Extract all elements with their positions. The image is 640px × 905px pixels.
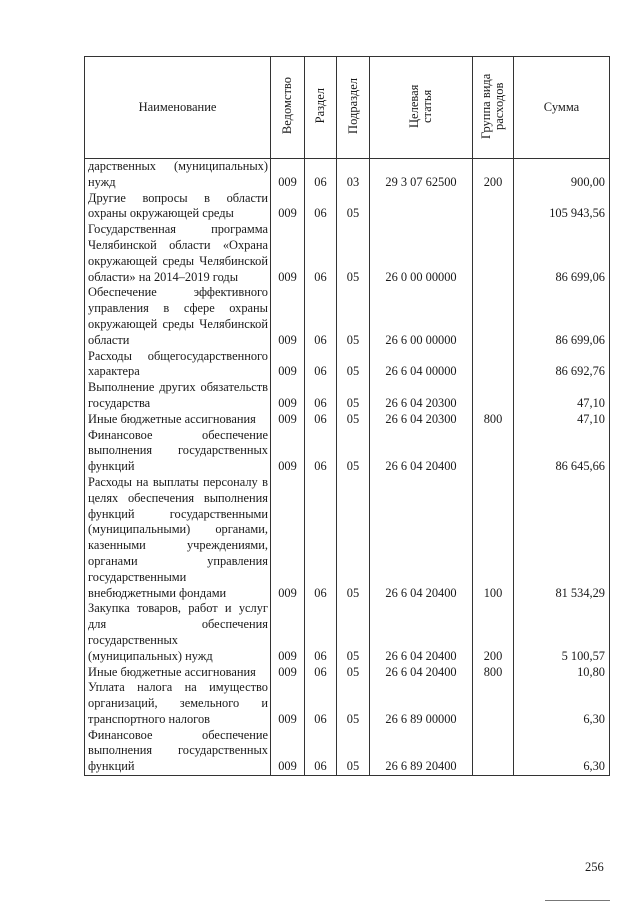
cell-summa: 86 692,76 (514, 349, 610, 381)
header-razdel: Раздел (305, 57, 337, 159)
table-row (85, 285, 610, 348)
cell-celevaya-statya: 26 6 04 20300 (370, 412, 473, 428)
cell-summa: 47,10 (514, 380, 610, 412)
page-number: 256 (585, 860, 604, 874)
cell-razdel: 06 (305, 428, 337, 475)
cell-podrazdel: 05 (337, 601, 370, 664)
cell-summa: 47,10 (514, 412, 610, 428)
cell-razdel: 06 (305, 601, 337, 664)
cell-razdel: 06 (305, 475, 337, 601)
cell-vedomstvo: 009 (271, 412, 305, 428)
cell-summa: 900,00 (514, 159, 610, 191)
cell-name: Государственная программа Челябинской области «Охрана окружающей среды Челябинской области» на 2014–2019 годы (85, 222, 271, 285)
cell-podrazdel: 05 (337, 728, 370, 776)
cell-celevaya-statya: 26 6 89 20400 (370, 728, 473, 776)
cell-celevaya-statya: 26 6 04 20400 (370, 601, 473, 664)
budget-table (84, 56, 610, 776)
cell-celevaya-statya: 26 6 89 00000 (370, 680, 473, 727)
cell-podrazdel: 03 (337, 159, 370, 191)
cell-celevaya-statya: 26 6 00 00000 (370, 285, 473, 348)
cell-podrazdel: 05 (337, 680, 370, 727)
cell-name: Расходы на выплаты персоналу в целях обеспечения выполнения функций государственными (муниципальными) органами, казенными учреждениями, органами управления государственными внебюджетными фондами (85, 475, 271, 601)
cell-celevaya-statya: 26 6 04 20400 (370, 665, 473, 681)
cell-name: Финансовое обеспечение выполнения государственных функций (85, 728, 271, 776)
cell-vedomstvo: 009 (271, 380, 305, 412)
cell-name: Другие вопросы в области охраны окружающей среды (85, 191, 271, 223)
table-row (85, 222, 610, 285)
header-celevaya-statya: Целевая статья (370, 57, 473, 159)
cell-podrazdel: 05 (337, 285, 370, 348)
cell-podrazdel: 05 (337, 222, 370, 285)
cell-gruppa-vida-rashodov (473, 728, 514, 776)
cell-vedomstvo: 009 (271, 428, 305, 475)
cell-razdel: 06 (305, 680, 337, 727)
cell-summa: 10,80 (514, 665, 610, 681)
table-row (85, 475, 610, 601)
table-row (85, 665, 610, 681)
cell-razdel: 06 (305, 285, 337, 348)
cell-razdel: 06 (305, 222, 337, 285)
cell-podrazdel: 05 (337, 412, 370, 428)
cell-summa: 81 534,29 (514, 475, 610, 601)
cell-name: Расходы общегосударственного характера (85, 349, 271, 381)
cell-summa: 105 943,56 (514, 191, 610, 223)
table-row (85, 728, 610, 776)
cell-vedomstvo: 009 (271, 680, 305, 727)
cell-podrazdel: 05 (337, 191, 370, 223)
cell-gruppa-vida-rashodov: 200 (473, 159, 514, 191)
cell-gruppa-vida-rashodov (473, 380, 514, 412)
cell-razdel: 06 (305, 412, 337, 428)
cell-celevaya-statya (370, 191, 473, 223)
table-row (85, 191, 610, 223)
cell-summa: 5 100,57 (514, 601, 610, 664)
cell-razdel: 06 (305, 349, 337, 381)
cell-podrazdel: 05 (337, 475, 370, 601)
cell-gruppa-vida-rashodov (473, 349, 514, 381)
cell-gruppa-vida-rashodov (473, 285, 514, 348)
cell-podrazdel: 05 (337, 349, 370, 381)
cell-name: Выполнение других обязательств государства (85, 380, 271, 412)
cell-gruppa-vida-rashodov (473, 191, 514, 223)
cell-vedomstvo: 009 (271, 665, 305, 681)
cell-vedomstvo: 009 (271, 601, 305, 664)
table-row (85, 159, 610, 191)
table-header (85, 57, 610, 159)
cell-razdel: 06 (305, 728, 337, 776)
cell-gruppa-vida-rashodov: 200 (473, 601, 514, 664)
header-name: Наименование (85, 57, 271, 159)
cell-celevaya-statya: 26 6 04 20400 (370, 475, 473, 601)
cell-vedomstvo: 009 (271, 191, 305, 223)
cell-gruppa-vida-rashodov (473, 428, 514, 475)
cell-vedomstvo: 009 (271, 222, 305, 285)
table-body (85, 159, 610, 776)
cell-vedomstvo: 009 (271, 475, 305, 601)
cell-celevaya-statya: 26 6 04 20400 (370, 428, 473, 475)
table-row (85, 349, 610, 381)
cell-celevaya-statya: 29 3 07 62500 (370, 159, 473, 191)
cell-razdel: 06 (305, 191, 337, 223)
cell-summa: 86 699,06 (514, 222, 610, 285)
cell-vedomstvo: 009 (271, 285, 305, 348)
cell-podrazdel: 05 (337, 665, 370, 681)
cell-vedomstvo: 009 (271, 728, 305, 776)
table-row (85, 601, 610, 664)
cell-razdel: 06 (305, 665, 337, 681)
cell-name: Иные бюджетные ассигнования (85, 412, 271, 428)
cell-gruppa-vida-rashodov (473, 680, 514, 727)
cell-celevaya-statya: 26 6 04 00000 (370, 349, 473, 381)
cell-summa: 6,30 (514, 728, 610, 776)
cell-gruppa-vida-rashodov: 100 (473, 475, 514, 601)
cell-name: Закупка товаров, работ и услуг для обеспечения государственных (муниципальных) нужд (85, 601, 271, 664)
cell-name: Финансовое обеспечение выполнения государственных функций (85, 428, 271, 475)
cell-name: Иные бюджетные ассигнования (85, 665, 271, 681)
cell-podrazdel: 05 (337, 380, 370, 412)
table-row (85, 412, 610, 428)
header-podrazdel: Подраздел (337, 57, 370, 159)
cell-name: Уплата налога на имущество организаций, земельного и транспортного налогов (85, 680, 271, 727)
table-row (85, 680, 610, 727)
budget-table-page (84, 56, 609, 776)
cell-name: Обеспечение эффективного управления в сфере охраны окружающей среды Челябинской области (85, 285, 271, 348)
cell-razdel: 06 (305, 159, 337, 191)
cell-celevaya-statya: 26 0 00 00000 (370, 222, 473, 285)
cell-summa: 86 645,66 (514, 428, 610, 475)
cell-gruppa-vida-rashodov: 800 (473, 665, 514, 681)
cell-summa: 86 699,06 (514, 285, 610, 348)
table-row (85, 380, 610, 412)
table-row (85, 428, 610, 475)
cell-vedomstvo: 009 (271, 159, 305, 191)
header-gruppa-vida-rashodov: Группа вида расходов (473, 57, 514, 159)
cell-vedomstvo: 009 (271, 349, 305, 381)
cell-razdel: 06 (305, 380, 337, 412)
header-vedomstvo: Ведомство (271, 57, 305, 159)
cell-gruppa-vida-rashodov (473, 222, 514, 285)
cell-name: дарственных (муниципальных) нужд (85, 159, 271, 191)
cell-summa: 6,30 (514, 680, 610, 727)
footer-divider (545, 900, 610, 901)
cell-podrazdel: 05 (337, 428, 370, 475)
cell-gruppa-vida-rashodov: 800 (473, 412, 514, 428)
cell-celevaya-statya: 26 6 04 20300 (370, 380, 473, 412)
header-summa: Сумма (514, 57, 610, 159)
